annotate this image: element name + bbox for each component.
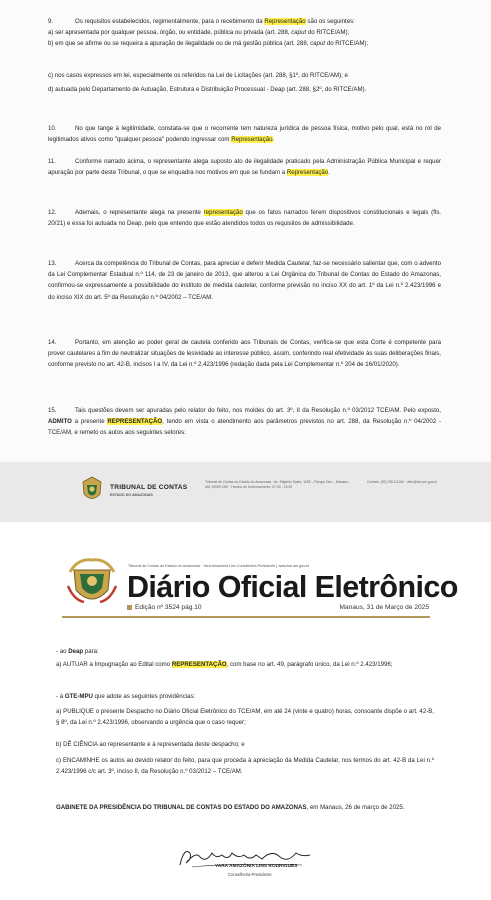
footer-contact: Contato: (92) 3301-8180 · dtec@tce.am.gov.br — [367, 480, 438, 484]
tce-crest-icon — [80, 476, 104, 504]
page-1-paragraph: 10. No que tange à legitimidade, constata-se que o recorrente tem natureza jurídica de pessoa física, motivo pelo qual, está no rol de legitimados ativos como "qualquer pessoa" podendo ingressar com Representação. — [48, 125, 441, 144]
paragraph-number: 15. — [48, 407, 57, 414]
footer-org-name: TRIBUNAL DE CONTAS — [110, 484, 188, 491]
footer-org-state: ESTADO DO AMAZONAS — [110, 493, 153, 497]
page-1-paragraph: 9. Os requisitos estabelecidos, regimentalmente, para o recebimento da Representação são os seguintes: — [48, 16, 441, 27]
edition-marker-icon — [127, 605, 132, 610]
paragraph-number: 11. — [48, 158, 57, 165]
header-institution-line: Tribunal de Contas do Estado do Amazonas - Yara Amazônia Lins Conselheira-Presidente | www.tce.am.gov.br — [128, 564, 310, 568]
tce-crest-icon — [64, 556, 120, 610]
page-footer — [0, 462, 491, 522]
page-1-paragraph: 12. Ademais, o representante alega na presente representação que os fatos narrados ferem dispositivos constitucionais e legais (fls. 20/21) e essa foi autuada no Deap, pelo que entendo que estão atendidos todos os requisitos de admissibilidade. — [48, 209, 441, 228]
paragraph-number: 13. — [48, 260, 57, 267]
page-2-paragraph: a) PUBLIQUE o presente Despacho no Diário Oficial Eletrônico do TCE/AM, em até 24 (vinte e quatro) horas, consoante dispõe o art. 42-B, § 8º, da Lei n.º 2.423/1996, observando a urgência que o caso requer; — [56, 708, 434, 727]
paragraph-number: 9. — [48, 18, 54, 25]
signatory-name: YARA AMAZÔNIA LINS RODRIGUES — [215, 864, 298, 869]
page-2-paragraph: GABINETE DA PRESIDÊNCIA DO TRIBUNAL DE CONTAS DO ESTADO DO AMAZONAS, em Manaus, 26 de março de 2025. — [56, 804, 405, 811]
footer-address: Tribunal de Contas do Estado do Amazonas · Av. Efigênio Sales, 1155 – Parque Dez – Manaus - AM, 69057-050 · Horário de funcionamento: 07:30 - 13:30 — [205, 480, 351, 490]
paragraph-number: 14. — [48, 339, 57, 346]
page-1-paragraph: a) ser apresentada por qualquer pessoa, órgão, ou entidade, pública ou privada (art. 288, caput do RITCE/AM); — [48, 29, 350, 36]
edition-text: Edição nº 3524 pág.10 — [135, 604, 202, 611]
header-divider — [62, 616, 430, 618]
page-1-paragraph: c) nos casos expressos em lei, especialmente os referidos na Lei de Licitações (art. 288, §1º, do RITCE/AM); e — [48, 72, 348, 79]
paragraph-number: 12. — [48, 209, 57, 216]
page-2-paragraph: - à GTE-MPU que adote as seguintes providências: — [56, 693, 196, 700]
edition-label — [127, 604, 202, 611]
page-1-paragraph: 15. Tais questões devem ser apuradas pelo relator do feito, nos moldes do art. 3º, II da Resolução n.º 03/2012 TCE/AM. Pelo exposto, ADMITO a presente REPRESENTAÇÃO, tendo em vista o atendimento aos parâmetros previstos no art. 288, da Resolução n.º 04/2002 - TCE/AM, e remeto os autos aos seguintes setores: — [48, 407, 441, 437]
signatory-role: Conselheira-Presidente — [228, 872, 272, 877]
page-1-paragraph: 11. Conforme narrado acima, o representante alega suposto ato de ilegalidade praticado pela Administração Pública Municipal e requer apuração por parte deste Tribunal, o que se enquadra nos motivos em que se fundam a Representação. — [48, 158, 441, 177]
page-2-paragraph: - ao Deap para: — [56, 648, 99, 655]
page-1-paragraph: d) autuada pelo Departamento de Autuação, Estrutura e Distribuição Processual - Deap (art. 288, §2º, do RITCE/AM). — [48, 86, 367, 93]
page-2-paragraph: c) ENCAMINHE os autos ao devido relator do feito, para que proceda à apreciação da Medida Cautelar, nos termos do art. 42-B da Lei n.º 2.423/1996 c/c art. 3º, inciso II, da Resolução n.º 03/2012 – TCE/AM. — [56, 757, 434, 776]
publication-date: Manaus, 31 de Março de 2025 — [339, 604, 429, 611]
paragraph-number: 10. — [48, 125, 57, 132]
page-separator — [0, 522, 491, 536]
page-2-paragraph: b) DÊ CIÊNCIA ao representante e à representada deste despacho; e — [56, 741, 245, 748]
page-1-paragraph: b) em que se afirme ou se requeira a apuração de ilegalidade ou de má gestão pública (art. 288, caput do RITCE/AM); — [48, 40, 369, 47]
page-1-paragraph: 13. Acerca da competência do Tribunal de Contas, para apreciar e deferir Medida Cautelar, faz-se necessário salientar que, com o advento da Lei Complementar Estadual n.º 114, de 23 de janeiro de 2013, que alterou a Lei Orgânica do Tribunal de Contas do Estado do Amazonas, confirmou-se expressamente a possibilidade do instituto de medida cautelar, conforme previsão no inciso XX do art. 1º da Lei n.º 2.423/1996 e do inciso XIX do art. 5º da Resolução n.º 04/2002 – TCE/AM. — [48, 260, 441, 301]
publication-title: Diário Oficial Eletrônico — [127, 570, 458, 604]
page-2-paragraph: a) AUTUAR a Impugnação ao Edital como REPRESENTAÇÃO, com base no art. 49, parágrafo único, da Lei n.º 2.423/1996; — [56, 661, 393, 668]
page-1-paragraph: 14. Portanto, em atenção ao poder geral de cautela conferido aos Tribunais de Contas, verifica-se que esta Corte é competente para prover cautelares a fim de neutralizar situações de lesividade ao interesse público, assim, conferindo real efetividade às suas deliberações finais, conforme previsto no art. 42-B, incisos I a IV, da Lei n.º 2.423/1996 (redação dada pela Lei Complementar n.º 204 de 16/01/2020). — [48, 339, 441, 369]
